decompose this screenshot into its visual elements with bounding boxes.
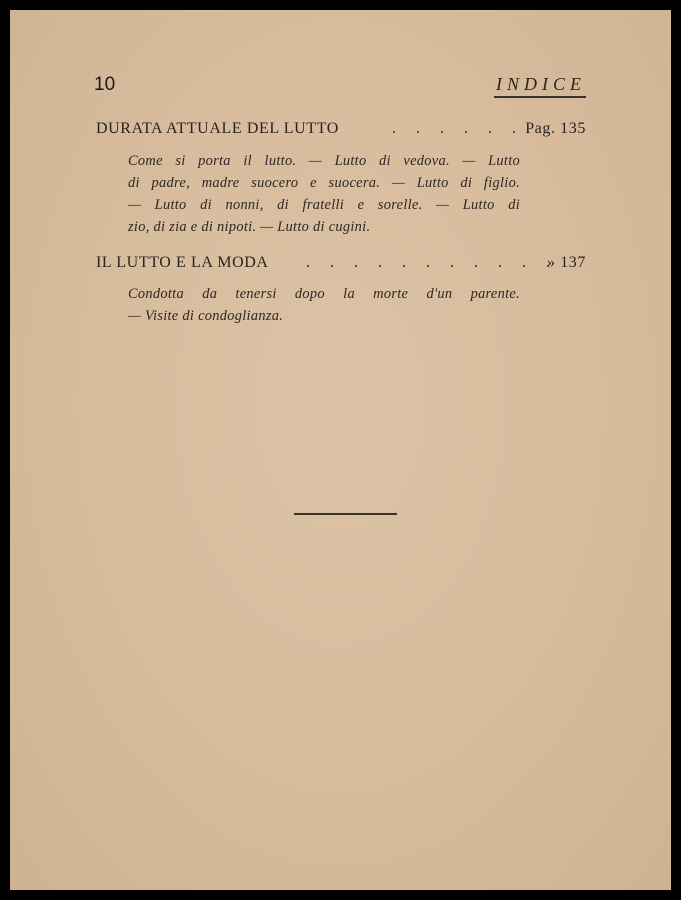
toc-entry-2 [96, 254, 586, 274]
description-line: zio, di zia e di nipoti. — Lutto di cugini. [128, 219, 371, 235]
running-head-underline [494, 96, 586, 98]
description-line: — Visite di condoglianza. [128, 308, 284, 324]
book-page [10, 10, 671, 890]
toc-entry-leader: . . . . . . . . . . . [306, 254, 558, 271]
toc-entry-title: IL LUTTO E LA MODA [96, 254, 269, 271]
section-end-rule [294, 513, 397, 515]
description-line: — Lutto di nonni, di fratelli e sorelle. — Lutto di [128, 197, 520, 213]
running-head: INDICE [496, 74, 586, 94]
description-line: Condotta da tenersi dopo la morte d'un parente. [128, 286, 520, 302]
toc-entry-1 [96, 120, 586, 140]
toc-entry-description [128, 283, 520, 327]
description-line: di padre, madre suocero e suocera. — Lutto di figlio. [128, 175, 520, 191]
page-number: 10 [94, 74, 116, 95]
toc-entry-page-ref: Pag. 135 [525, 120, 586, 137]
toc-entry-description [128, 150, 520, 238]
description-line: Come si porta il lutto. — Lutto di vedova. — Lutto [128, 153, 520, 169]
toc-entry-page-ref: » 137 [547, 254, 586, 271]
toc-entry-title: DURATA ATTUALE DEL LUTTO [96, 120, 339, 137]
toc-entry-leader: . . . . . . [392, 120, 524, 137]
